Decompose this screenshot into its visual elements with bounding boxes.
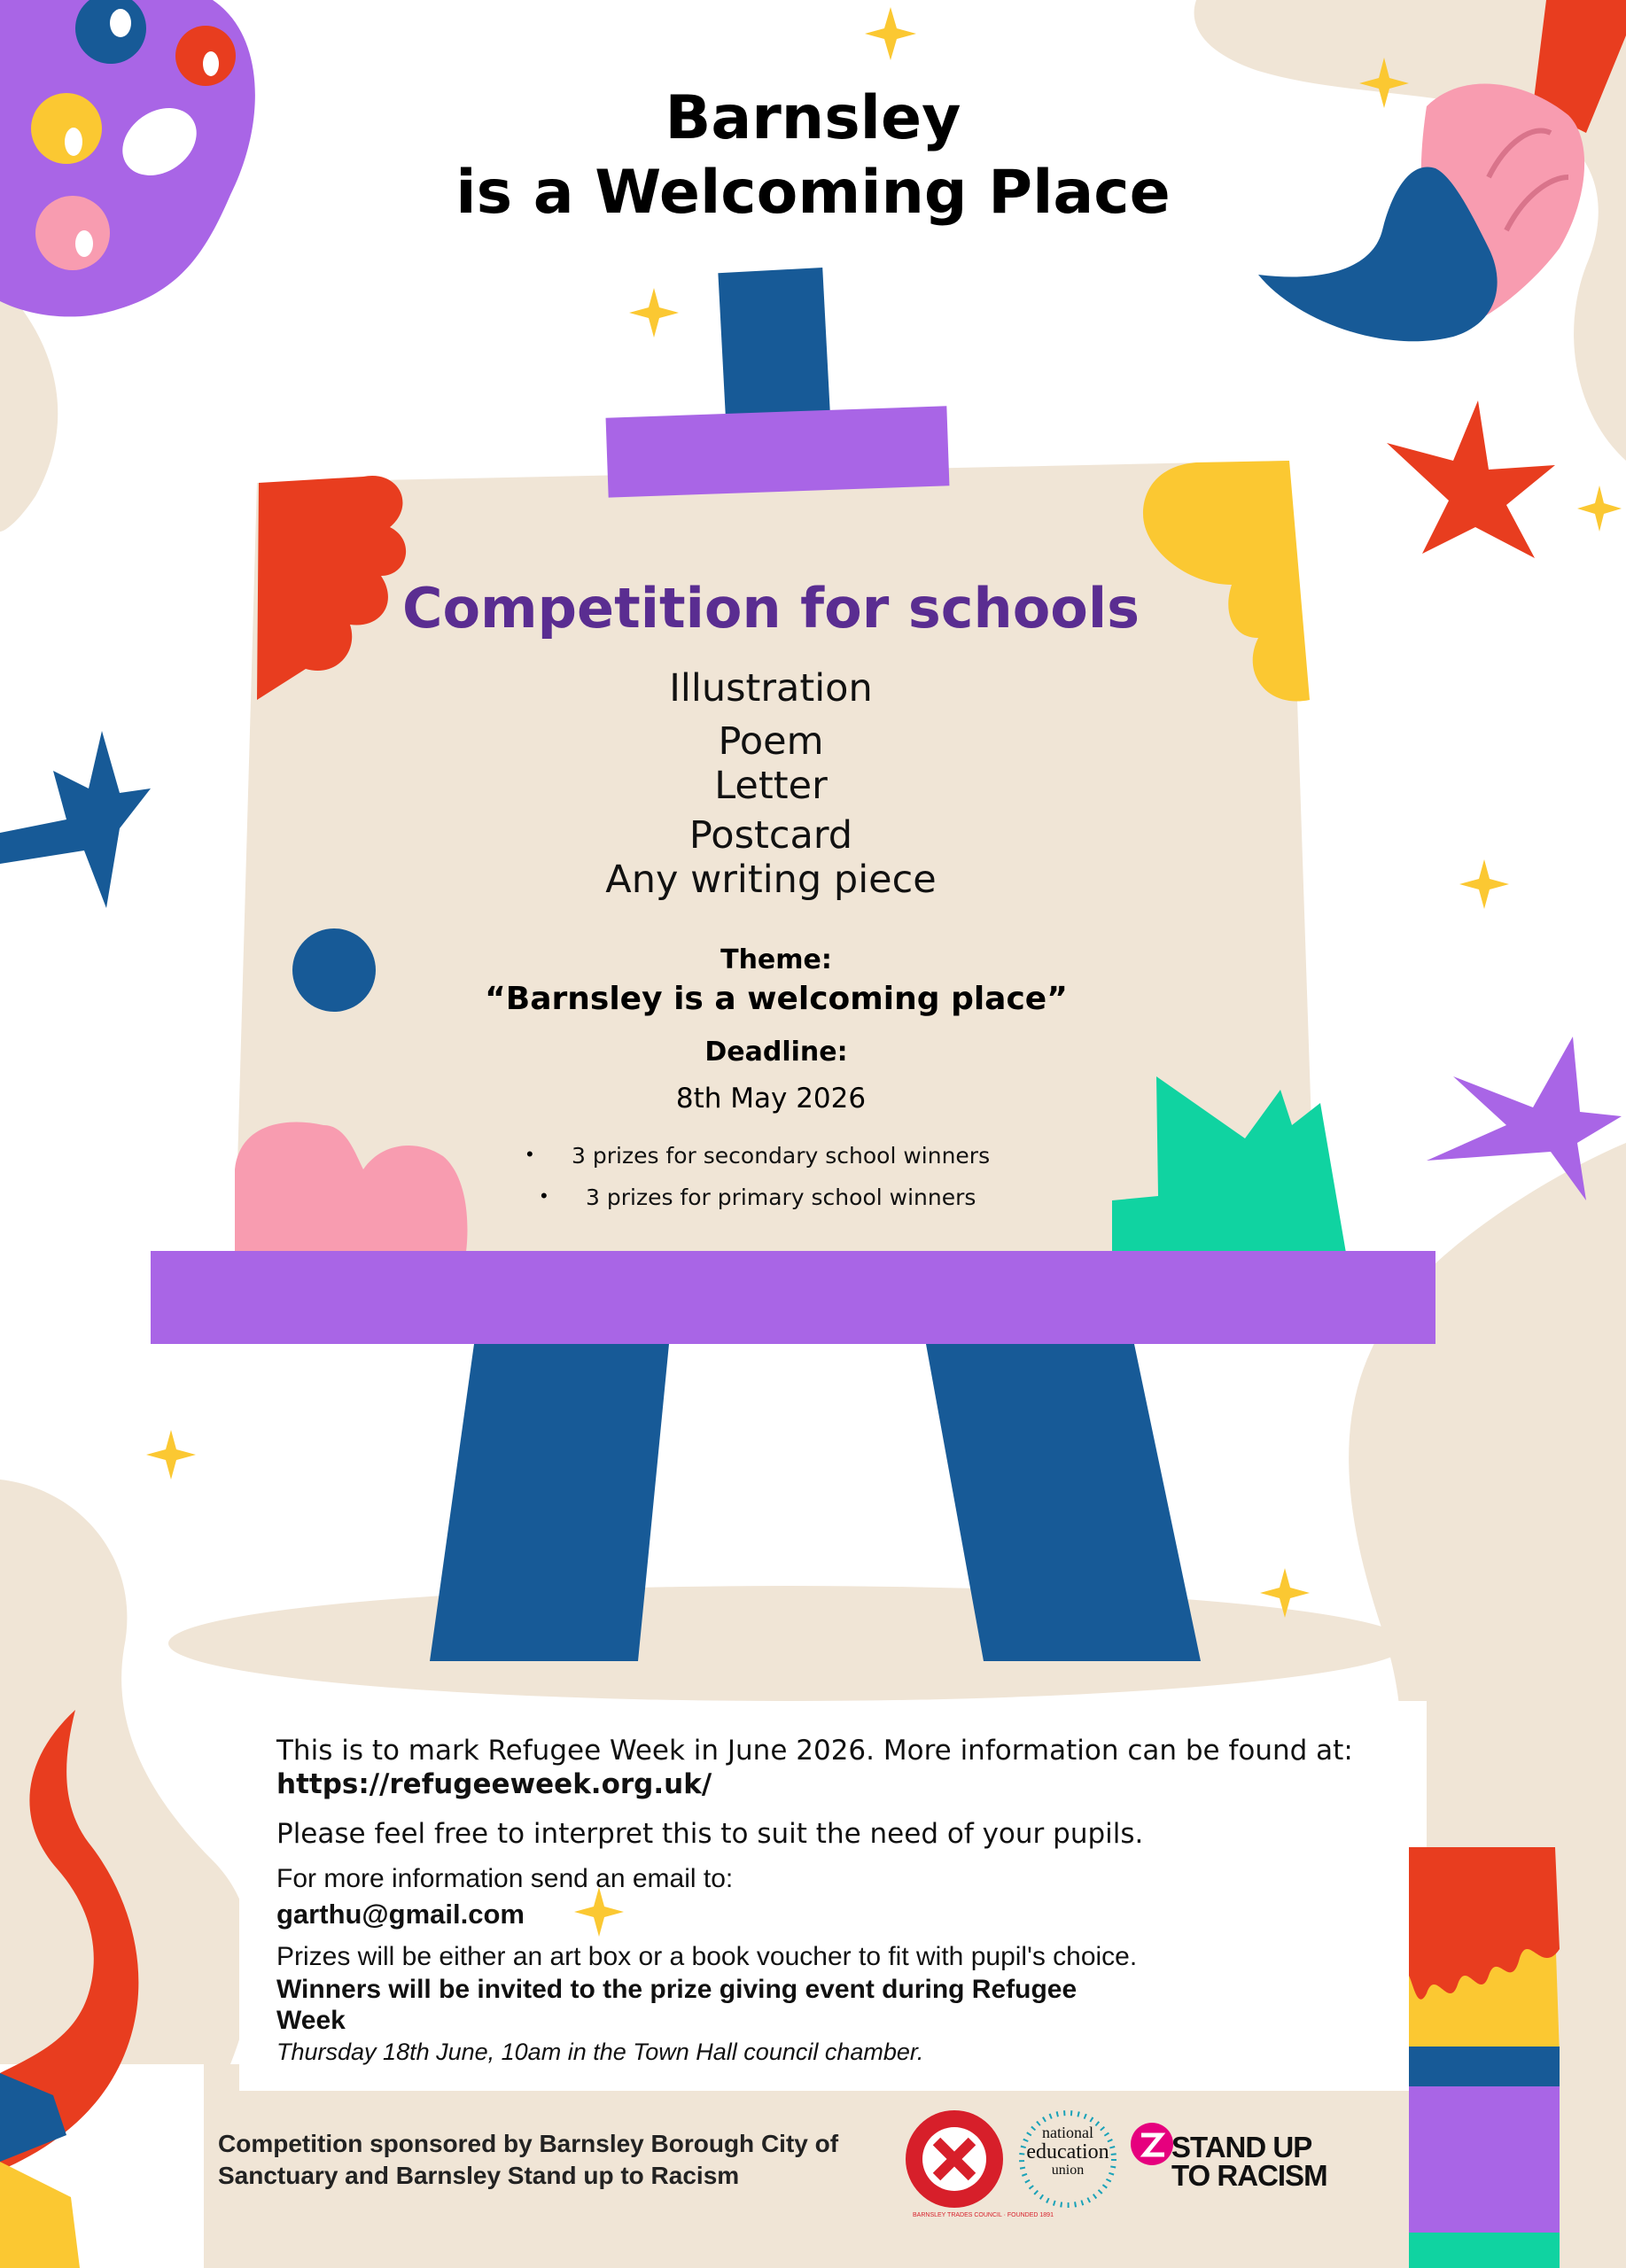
prize-type-text: Prizes will be either an art box or a book voucher to fit with pupil's choice. [276, 1942, 1138, 1971]
neu-logo [1019, 2124, 1116, 2179]
contact-email[interactable]: garthu@gmail.com [276, 1899, 525, 1930]
floor-shadow [168, 1586, 1409, 1701]
event-detail: Thursday 18th June, 10am in the Town Hall council chamber. [276, 2039, 924, 2065]
star-red [1387, 400, 1555, 558]
sutr-line2: TO RACISM [1171, 2159, 1327, 2192]
bullet-marker: • [541, 1184, 548, 1207]
email-label: For more information send an email to: [276, 1864, 734, 1893]
easel-top-post [718, 268, 830, 432]
neu-line2: education [1026, 2140, 1109, 2163]
event-text-line1: Winners will be invited to the prize giving event during Refugee [276, 1975, 1078, 2004]
category-item: Illustration [669, 666, 873, 711]
category-item: Poem [718, 719, 824, 764]
interpret-text: Please feel free to interpret this to suit the need of your pupils. [276, 1818, 1144, 1850]
brush-handle-purple [1409, 2086, 1560, 2233]
easel-shelf [151, 1251, 1435, 1344]
sparkle-4 [1577, 485, 1622, 532]
theme-value: “Barnsley is a welcoming place” [485, 981, 1068, 1017]
neu-line3: union [1051, 2163, 1085, 2178]
refugee-week-text: This is to mark Refugee Week in June 2026. More information can be found at: [276, 1735, 1353, 1767]
sutr-logo-text [1171, 2133, 1327, 2190]
theme-label: Theme: [720, 944, 832, 975]
refugee-week-link[interactable]: https://refugeeweek.org.uk/ [276, 1768, 712, 1800]
easel-top-bar [606, 406, 950, 497]
deadline-label: Deadline: [704, 1037, 848, 1068]
easel-leg-left [430, 1344, 669, 1661]
event-text-line2: Week [276, 2006, 346, 2035]
sponsor-line1: Competition sponsored by Barnsley Borough City of [218, 2130, 839, 2157]
sparkle-6 [146, 1430, 196, 1480]
sutr-line1: STAND UP [1171, 2131, 1312, 2163]
sparkle-1 [865, 7, 916, 60]
prize-item-primary: 3 prizes for primary school winners [586, 1184, 976, 1210]
trades-council-logo-text: BARNSLEY TRADES COUNCIL · FOUNDED 1891 [913, 2212, 1054, 2218]
category-item: Letter [714, 764, 828, 808]
category-item: Any writing piece [605, 858, 937, 902]
sponsor-line2: Sanctuary and Barnsley Stand up to Racism [218, 2162, 740, 2189]
brush-ferrule [1409, 2047, 1560, 2086]
bullet-marker: • [526, 1143, 533, 1165]
prize-item-secondary: 3 prizes for secondary school winners [572, 1143, 991, 1169]
neu-line1: national [1042, 2124, 1093, 2141]
competition-heading: Competition for schools [401, 576, 1140, 641]
deadline-date: 8th May 2026 [675, 1083, 867, 1115]
beige-blob-top-left [0, 284, 58, 532]
poster-title-line2: is a Welcoming Place [455, 158, 1171, 228]
category-item: Postcard [689, 813, 853, 858]
sponsor-text [218, 2128, 909, 2192]
sparkle-3 [629, 288, 679, 338]
poster-title-line1: Barnsley [665, 83, 961, 153]
